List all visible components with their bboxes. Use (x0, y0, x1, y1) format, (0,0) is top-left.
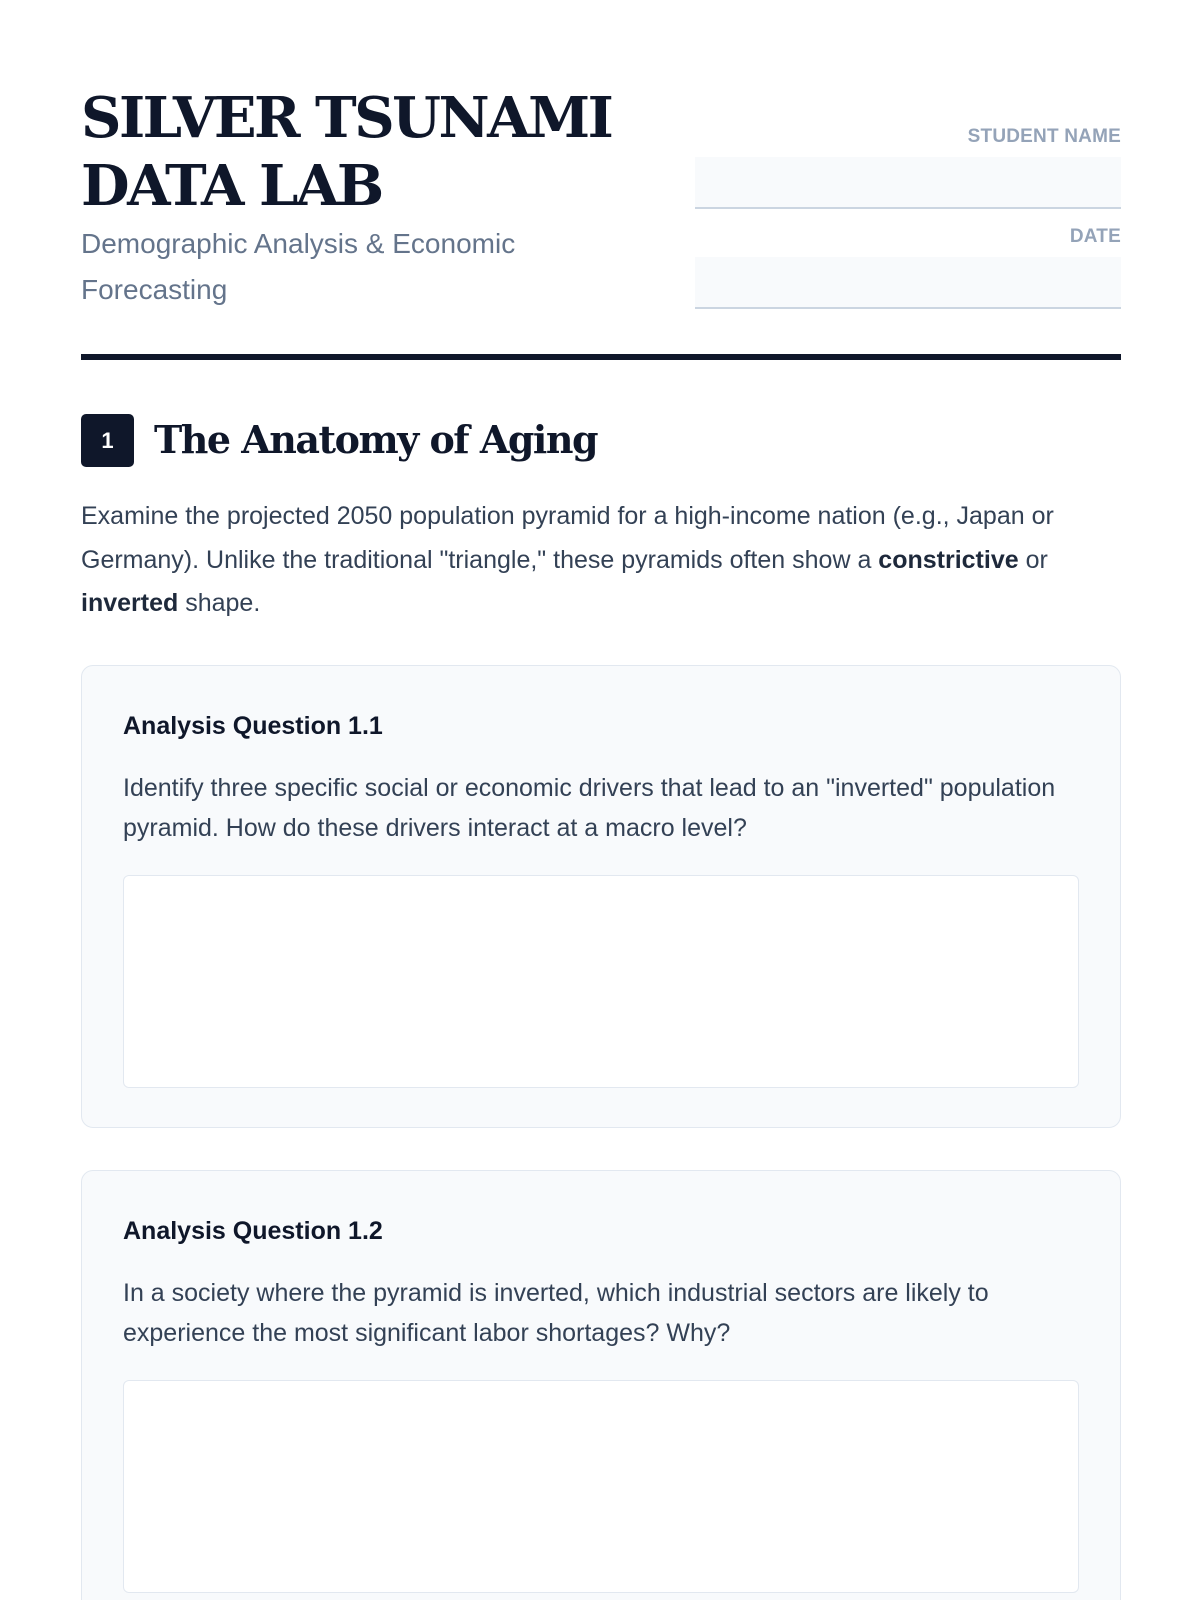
worksheet-title (81, 84, 641, 220)
question-card-1-1 (81, 665, 1121, 1128)
date-label: DATE (1069, 226, 1121, 247)
answer-box-1-1[interactable] (123, 875, 1079, 1088)
subtitle-line-1: Demographic Analysis & Economic (81, 228, 516, 259)
date-field[interactable] (695, 257, 1121, 309)
intro-text-3: shape. (178, 589, 261, 617)
student-name-field[interactable] (695, 157, 1121, 209)
intro-text-2: or (1018, 545, 1048, 574)
question-text: In a society where the pyramid is inverted, which industrial sectors are likely to experience the most significant labor shortages? Why? (123, 1279, 989, 1347)
worksheet-header (81, 84, 1121, 314)
section-intro (81, 495, 1121, 626)
title-line-1: SILVER TSUNAMI (81, 85, 612, 151)
question-card-1-2 (81, 1170, 1121, 1600)
section-1-heading (81, 414, 1121, 468)
question-label: Analysis Question 1.2 (123, 1217, 383, 1245)
question-text: Identify three specific social or economic drivers that lead to an "inverted" population pyramid. How do these drivers interact at a macro level? (123, 774, 1056, 842)
section-title: The Anatomy of Aging (154, 417, 598, 462)
section-number-badge: 1 (81, 414, 134, 467)
intro-text-1: Examine the projected 2050 population pyramid for a high-income nation (e.g., Japan or Germany). Unlike the traditional "triangle," these pyramids often show a (81, 502, 1054, 574)
header-divider (81, 354, 1121, 360)
title-line-2: DATA LAB (81, 153, 382, 219)
answer-box-1-2[interactable] (123, 1380, 1079, 1593)
worksheet-subtitle (81, 221, 641, 313)
question-label: Analysis Question 1.1 (123, 712, 383, 740)
intro-bold-inverted: inverted (81, 589, 179, 617)
intro-bold-constrictive: constrictive (878, 545, 1019, 574)
subtitle-line-2: Forecasting (81, 274, 228, 305)
student-name-label: STUDENT NAME (967, 126, 1121, 147)
